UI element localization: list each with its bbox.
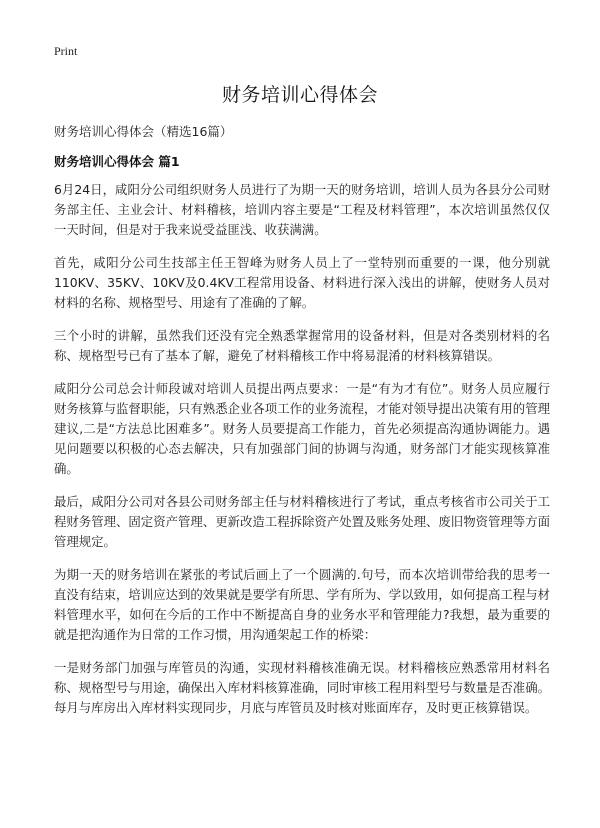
page-title: 财务培训心得体会 (221, 84, 378, 106)
paragraph: 最后，咸阳分公司对各县公司财务部主任与材料稽核进行了考试，重点考核省市公司关于工程财务管理、固定资产管理、更新改造工程拆除资产处置及账务处理、废旧物资管理等方面管理规定。 (54, 494, 550, 549)
article-body (54, 180, 550, 731)
section-heading: 财务培训心得体会 篇1 (54, 154, 180, 169)
paragraph: 三个小时的讲解，虽然我们还没有完全熟悉掌握常用的设备材料，但是对各类别材料的名称、规格型号已有了基本了解，避免了材料稽核工作中将易混淆的材料核算错误。 (54, 328, 550, 363)
paragraph: 为期一天的财务培训在紧张的考试后画上了一个圆满的.句号，而本次培训带给我的思考一直没有结束，培训应达到的效果就是要学有所思、学有所为、学以致用，如何提高工程与材料管理水平，如何在今后的工作中不断提高自身的业务水平和管理能力?我想，最为重要的就是把沟通作为日常的工作习惯，用沟通架起工作的桥梁： (54, 567, 550, 642)
paragraph: 一是财务部门加强与库管员的沟通，实现材料稽核准确无误。材料稽核应熟悉常用材料名称、规格型号与用途，确保出入库材料核算准确，同时审核工程用料型号与数量是否准确。每月与库房出入库材料实现同步，月底与库管员及时核对账面库存，及时更正核算错误。 (54, 660, 550, 715)
print-link[interactable]: Print (54, 44, 78, 58)
paragraph: 6月24日，咸阳分公司组织财务人员进行了为期一天的财务培训，培训人员为各县分公司财务部主任、主业会计、材料稽核，培训内容主要是“工程及材料管理”，本次培训虽然仅仅一天时间，但是对于我来说受益匪浅、收获满满。 (54, 182, 550, 237)
document-subtitle: 财务培训心得体会（精选16篇） (54, 124, 233, 139)
paragraph: 首先，咸阳分公司生技部主任王智峰为财务人员上了一堂特别而重要的一课，他分别就110KV、35KV、10KV及0.4KV工程常用设备、材料进行深入浅出的讲解，使财务人员对材料的名称、规格型号、用途有了准确的了解。 (54, 255, 550, 310)
paragraph: 咸阳分公司总会计师段诚对培训人员提出两点要求：一是“有为才有位”。财务人员应履行财务核算与监督职能，只有熟悉企业各项工作的业务流程，才能对领导提出决策有用的管理建议,二是“方法总比困难多”。财务人员要提高工作能力，首先必须提高沟通协调能力。遇见问题要以积极的心态去解决，只有加强部门间的协调与沟通，财务部门才能实现核算准确。 (54, 381, 550, 476)
